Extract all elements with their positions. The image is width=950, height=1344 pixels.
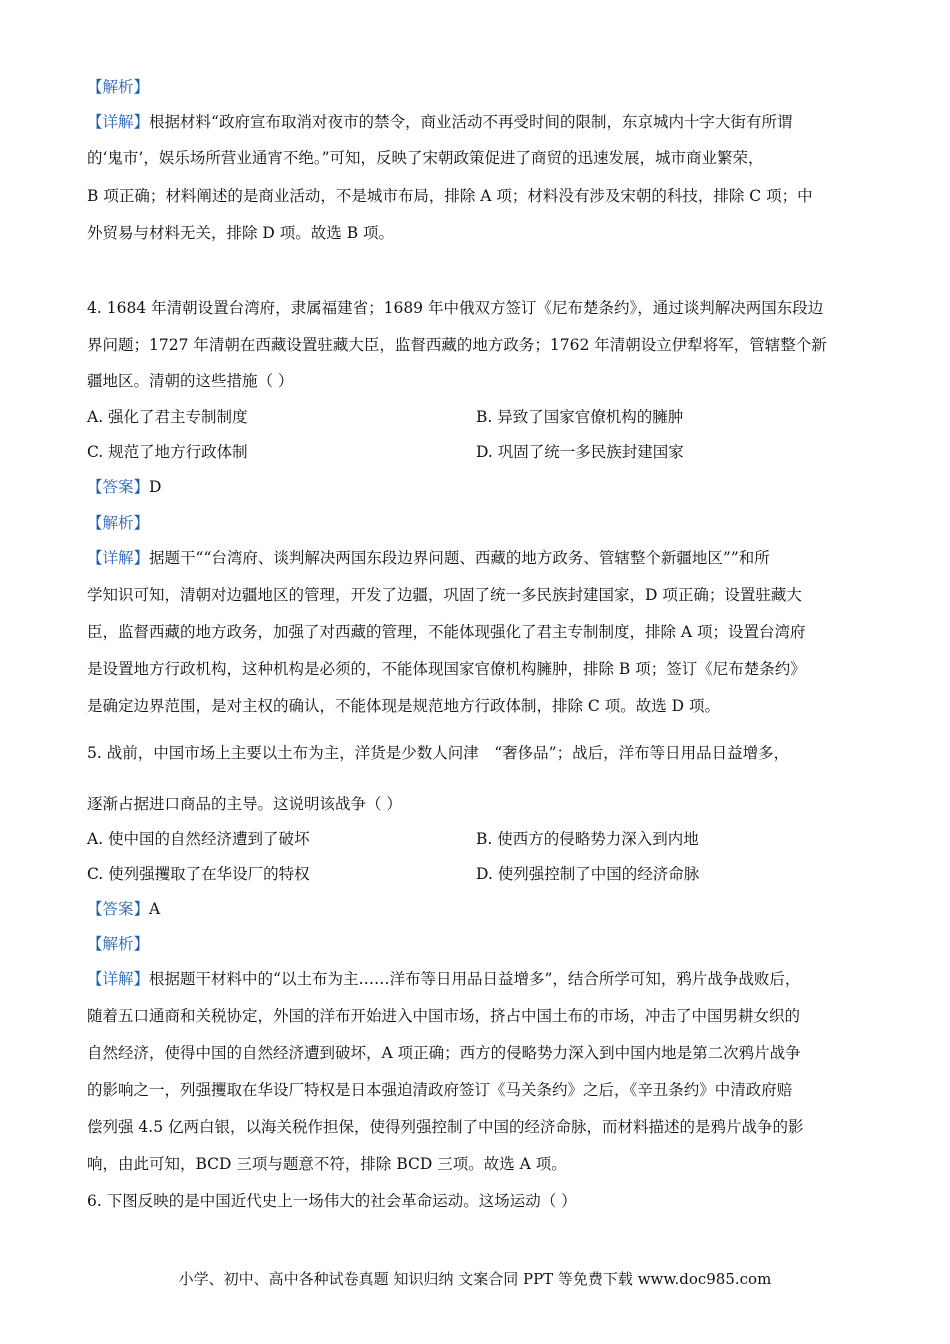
q3-detail-line: 的‘鬼市’，娱乐场所营业通宵不绝。”可知，反映了宋朝政策促进了商贸的迅速发展，城市商业繁荣， bbox=[87, 149, 764, 167]
q5-analysis-tag: 【解析】 bbox=[87, 935, 150, 953]
q4-stem-line: 界问题；1727 年清朝在西藏设置驻藏大臣，监督西藏的地方政务；1762 年清朝设立伊犁将军，管辖整个新 bbox=[87, 336, 827, 354]
q4-detail-line: 是确定边界范围，是对主权的确认，不能体现是规范地方行政体制，排除 C 项。故选 D 项。 bbox=[87, 697, 720, 715]
q3-detail-line: B 项正确；材料阐述的是商业活动，不是城市布局，排除 A 项；材料没有涉及宋朝的科技，排除 C 项；中 bbox=[87, 187, 813, 205]
page-footer: 小学、初中、高中各种试卷真题 知识归纳 文案合同 PPT 等免费下载 www.doc985.com bbox=[178, 1270, 772, 1288]
q5-detail-line: 响，由此可知，BCD 三项与题意不符，排除 BCD 三项。故选 A 项。 bbox=[87, 1155, 567, 1173]
q4-option-a: A. 强化了君主专制制度 bbox=[87, 408, 248, 426]
q4-detail-line: 臣，监督西藏的地方政务，加强了对西藏的管理，不能体现强化了君主专制制度，排除 A 项；设置台湾府 bbox=[87, 623, 806, 641]
q5-detail-line: 自然经济，使得中国的自然经济遭到破坏，A 项正确；西方的侵略势力深入到中国内地是第二次鸦片战争 bbox=[87, 1044, 801, 1062]
q5-stem-line: 5. 战前，中国市场上主要以土布为主，洋货是少数人问津 “奢侈品”；战后，洋布等日用品日益增多， bbox=[87, 744, 790, 762]
q5-detail-line: 随着五口通商和关税协定，外国的洋布开始进入中国市场，挤占中国土布的市场，冲击了中国男耕女织的 bbox=[87, 1007, 801, 1025]
q4-detail-line: 是设置地方行政机构，这种机构是必须的，不能体现国家官僚机构臃肿，排除 B 项；签订《尼布楚条约》 bbox=[87, 660, 806, 678]
q5-option-d: D. 使列强控制了中国的经济命脉 bbox=[476, 865, 700, 883]
q5-option-a: A. 使中国的自然经济遭到了破坏 bbox=[87, 830, 310, 848]
q4-answer: 【答案】D bbox=[87, 478, 162, 496]
q5-option-c: C. 使列强攫取了在华设厂的特权 bbox=[87, 865, 310, 883]
q6-stem: 6. 下图反映的是中国近代史上一场伟大的社会革命运动。这场运动（ ） bbox=[87, 1192, 577, 1210]
q4-option-b: B. 异致了国家官僚机构的臃肿 bbox=[476, 408, 684, 426]
q3-analysis-tag: 【解析】 bbox=[87, 78, 150, 96]
q4-stem-line: 疆地区。清朝的这些措施（ ） bbox=[87, 372, 294, 390]
q4-analysis-tag: 【解析】 bbox=[87, 514, 150, 532]
q4-detail-line: 【详解】据题干““台湾府、谈判解决两国东段边界问题、西藏的地方政务、管辖整个新疆地区””和所 bbox=[87, 549, 770, 567]
q5-option-b: B. 使西方的侵略势力深入到内地 bbox=[476, 830, 699, 848]
q3-detail-line: 外贸易与材料无关，排除 D 项。故选 B 项。 bbox=[87, 224, 395, 242]
q5-answer: 【答案】A bbox=[87, 900, 161, 918]
q5-stem-line: 逐渐占据进口商品的主导。这说明该战争（ ） bbox=[87, 795, 402, 813]
q4-stem-line: 4. 1684 年清朝设置台湾府，隶属福建省；1689 年中俄双方签订《尼布楚条约》，通过谈判解决两国东段边 bbox=[87, 299, 824, 317]
q4-option-d: D. 巩固了统一多民族封建国家 bbox=[476, 443, 684, 461]
q5-detail-line: 【详解】根据题干材料中的“以土布为主……洋布等日用品日益增多”，结合所学可知，鸦片战争战败后， bbox=[87, 970, 801, 988]
q5-detail-line: 的影响之一，列强攫取在华设厂特权是日本强迫清政府签订《马关条约》之后，《辛丑条约》中清政府赔 bbox=[87, 1081, 793, 1099]
q5-detail-line: 偿列强 4.5 亿两白银，以海关税作担保，使得列强控制了中国的经济命脉，而材料描述的是鸦片战争的影 bbox=[87, 1118, 804, 1136]
q4-detail-line: 学知识可知，清朝对边疆地区的管理，开发了边疆，巩固了统一多民族封建国家，D 项正确；设置驻藏大 bbox=[87, 586, 802, 604]
q3-detail-line: 【详解】根据材料“政府宣布取消对夜市的禁令，商业活动不再受时间的限制，东京城内十字大街有所谓 bbox=[87, 113, 793, 131]
q4-option-c: C. 规范了地方行政体制 bbox=[87, 443, 248, 461]
